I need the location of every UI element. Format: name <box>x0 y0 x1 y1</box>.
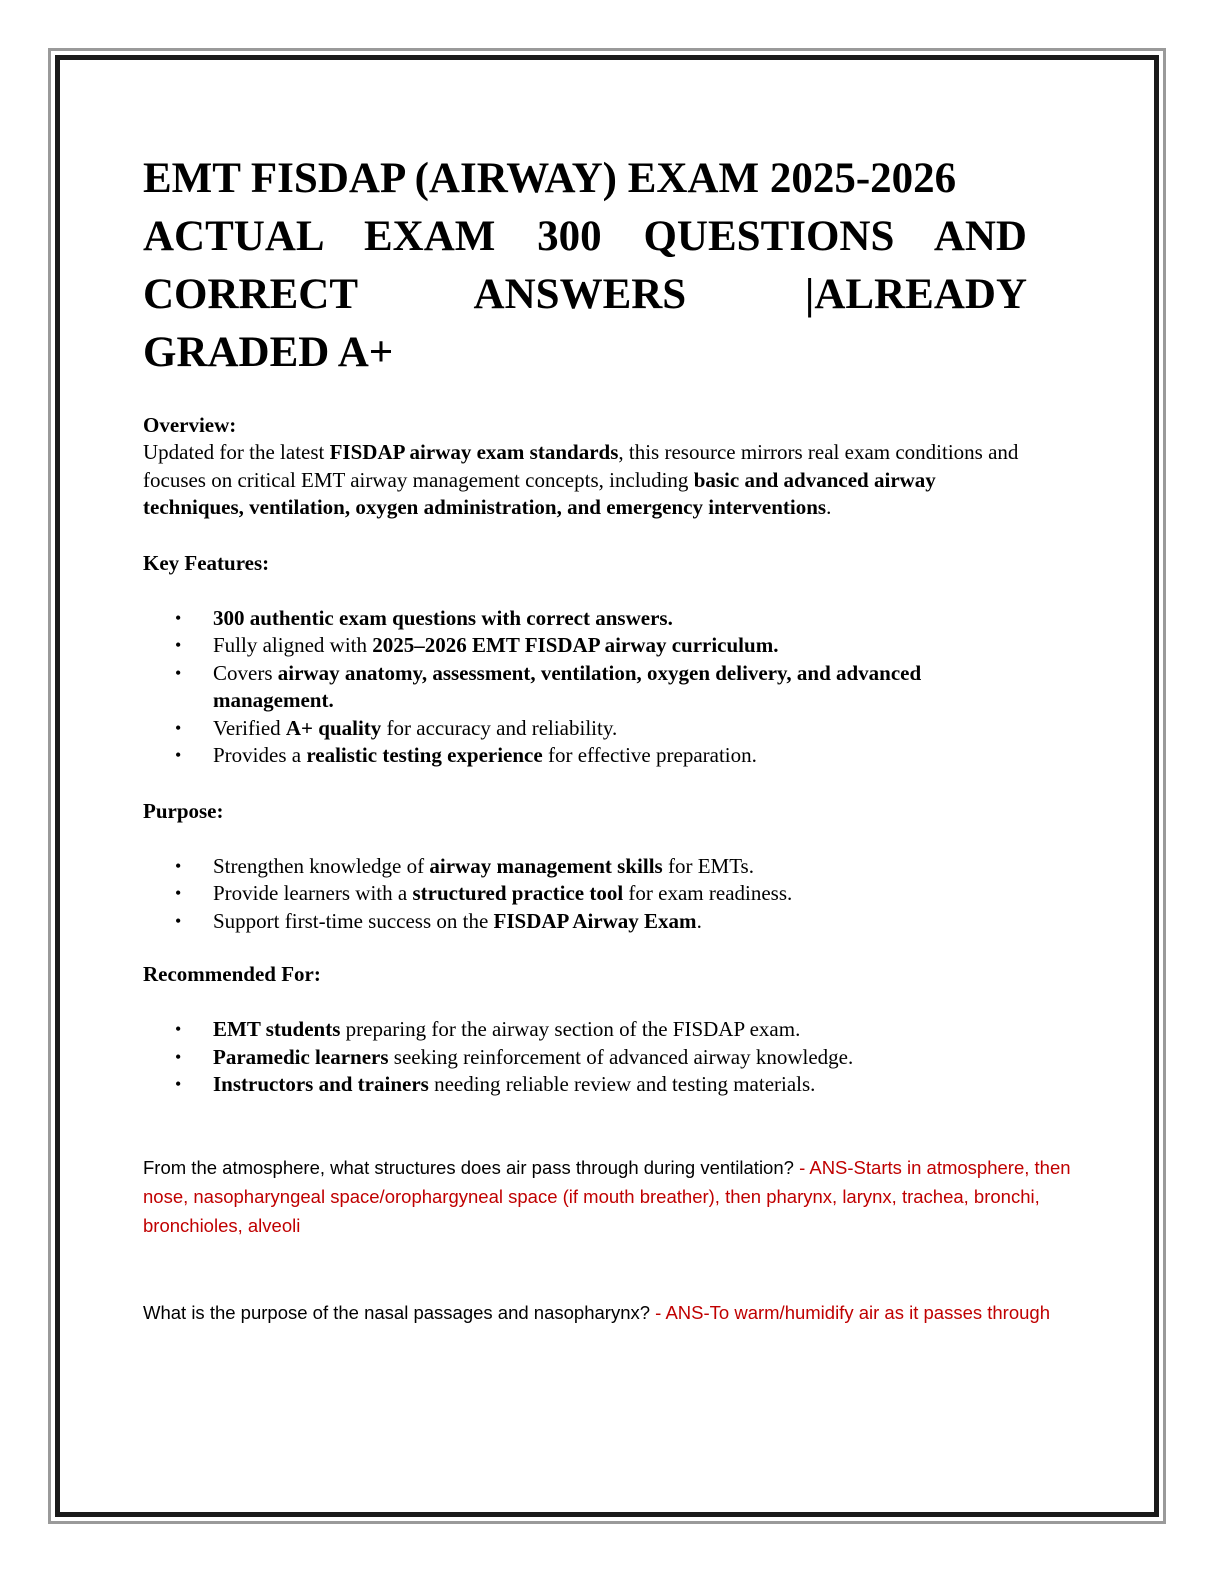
overview-heading: Overview: <box>143 413 237 437</box>
title-line-2: ACTUAL EXAM 300 QUESTIONS AND <box>143 213 1027 260</box>
key-features-heading: Key Features: <box>143 550 270 575</box>
bullet-icon: • <box>175 635 182 655</box>
purpose-list <box>143 853 1027 936</box>
list-item: • Fully aligned with 2025–2026 EMT FISDAP airway curriculum. <box>143 632 1027 660</box>
list-item: • Paramedic learners seeking reinforcement of advanced airway knowledge. <box>143 1044 1027 1072</box>
key-features-list <box>143 605 1027 770</box>
title-line-4: GRADED A+ <box>143 329 394 376</box>
overview-text-2: , this resource mirrors real exam conditions and focuses on critical EMT airway management concepts, including <box>143 440 1019 492</box>
list-item: • 300 authentic exam questions with correct answers. <box>143 605 1027 633</box>
list-item: • Covers airway anatomy, assessment, ventilation, oxygen delivery, and advanced management. <box>175 660 922 712</box>
overview-text-3: . <box>826 495 832 519</box>
recommended-heading: Recommended For: <box>143 962 321 986</box>
bullet-icon: • <box>175 883 182 903</box>
bullet-icon: • <box>175 717 182 738</box>
overview-paragraph <box>143 439 1027 522</box>
question-text: What is the purpose of the nasal passages and nasopharynx? <box>143 1301 656 1323</box>
bullet-icon: • <box>175 855 182 876</box>
list-item: • Provides a realistic testing experience for effective preparation. <box>143 742 1027 770</box>
recommended-list <box>143 1016 1027 1099</box>
bullet-icon: • <box>175 745 182 765</box>
overview-bold-2: basic and advanced airway techniques, ventilation, oxygen administration, and emergency interventions <box>143 467 936 519</box>
bullet-icon: • <box>175 1074 182 1094</box>
list-item: • Strengthen knowledge of airway management skills for EMTs. <box>143 853 1027 881</box>
document-content <box>143 150 1071 1327</box>
answer-text: - ANS-Starts in atmosphere, then nose, nasopharyngeal space/orophargyneal space (if mouth breather), then pharynx, larynx, trachea, bronchi, bronchioles, alveoli <box>143 1156 1071 1236</box>
list-item: • Provide learners with a structured practice tool for exam readiness. <box>143 880 1027 908</box>
qa-item-1 <box>143 1153 1073 1240</box>
qa-item-2 <box>143 1298 1073 1327</box>
title-line-1: EMT FISDAP (AIRWAY) EXAM 2025-2026 <box>143 155 957 202</box>
bullet-icon: • <box>175 910 182 931</box>
list-item: • Verified A+ quality for accuracy and reliability. <box>143 715 1027 743</box>
document-title <box>143 150 1027 382</box>
bullet-icon: • <box>175 1019 182 1039</box>
list-item: • EMT students preparing for the airway section of the FISDAP exam. <box>143 1016 1027 1044</box>
bullet-icon: • <box>175 1046 182 1067</box>
overview-bold-1: FISDAP airway exam standards <box>329 440 619 464</box>
bullet-icon: • <box>175 607 182 628</box>
question-text: From the atmosphere, what structures does air pass through during ventilation? <box>143 1156 800 1178</box>
title-line-3: CORRECT ANSWERS |ALREADY <box>143 271 1027 318</box>
list-item: • Instructors and trainers needing reliable review and testing materials. <box>143 1071 1027 1099</box>
purpose-heading: Purpose: <box>143 798 224 823</box>
overview-text-1: Updated for the latest <box>143 440 330 464</box>
list-item: • Support first-time success on the FISDAP Airway Exam. <box>143 908 1027 936</box>
bullet-icon: • <box>175 662 182 683</box>
answer-text: - ANS-To warm/humidify air as it passes through <box>655 1301 1050 1323</box>
